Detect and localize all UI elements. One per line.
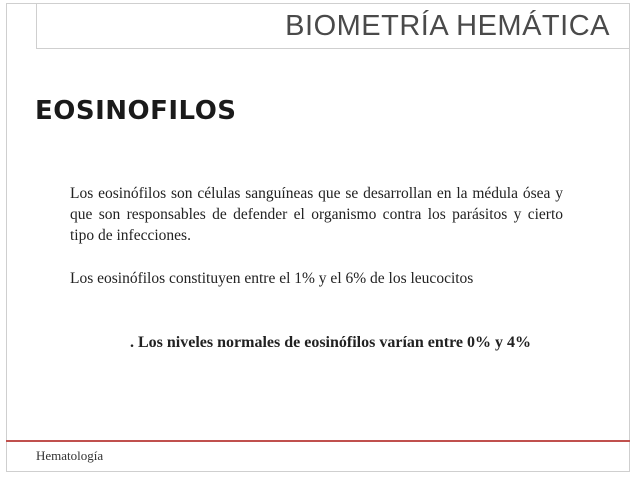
- paragraph-percentage: Los eosinófilos constituyen entre el 1% y el 6% de los leucocitos: [70, 270, 474, 287]
- section-heading: EOSINOFILOS: [35, 96, 237, 126]
- footer-label: Hematología: [36, 448, 104, 463]
- page-title: BIOMETRÍA HEMÁTICA: [285, 10, 610, 42]
- footer-divider: [6, 440, 630, 442]
- paragraph-normal-levels: . Los niveles normales de eosinófilos varían entre 0% y 4%: [130, 334, 532, 351]
- header-divider: [36, 48, 630, 49]
- paragraph-definition: Los eosinófilos son células sanguíneas que se desarrollan en la médula ósea y que son responsables de defender el organismo contra los parásitos y cierto tipo de infecciones.: [70, 185, 563, 244]
